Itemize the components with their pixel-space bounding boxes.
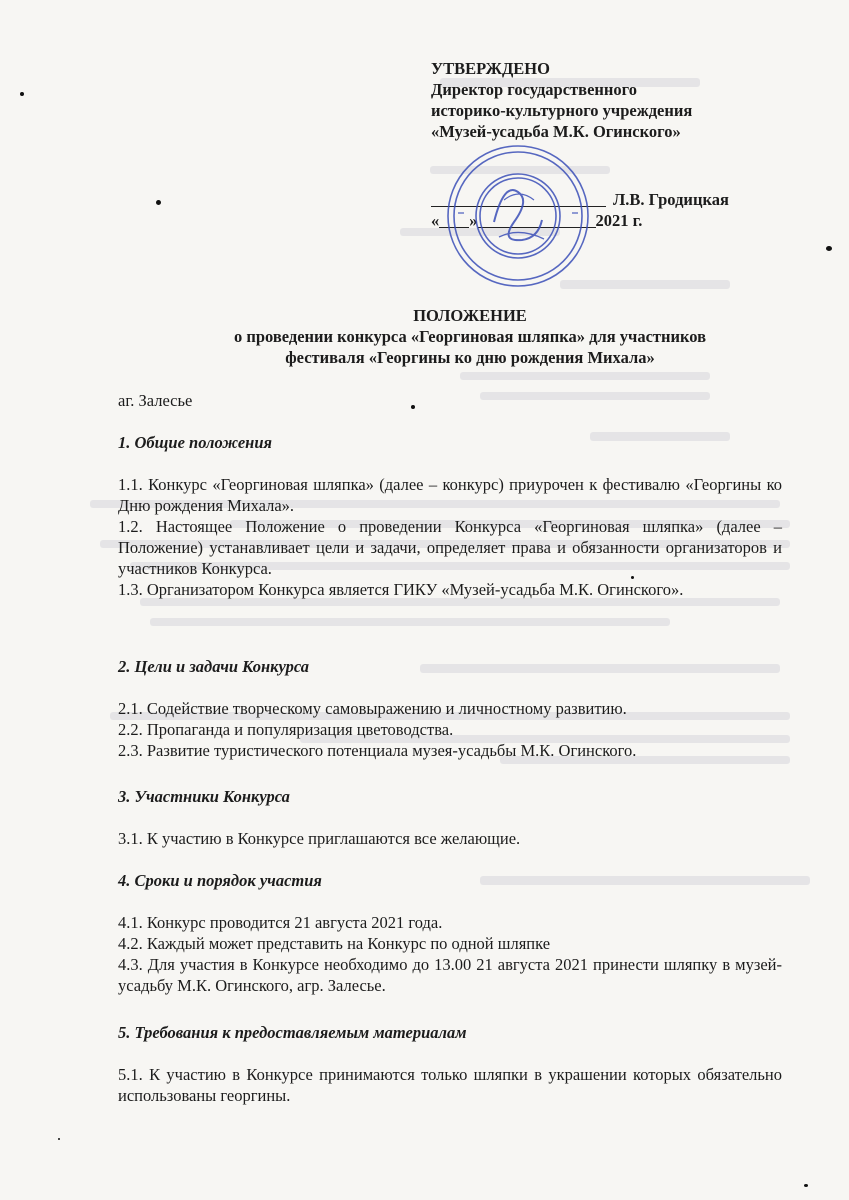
section-1-heading: 1. Общие положения bbox=[118, 433, 272, 452]
signatory-name: Л.В. Гродицкая bbox=[613, 190, 729, 209]
document-subtitle-line-2: фестиваля «Георгины ко дню рождения Михала» bbox=[285, 348, 655, 367]
official-stamp bbox=[444, 142, 592, 290]
section-5-heading: 5. Требования к предоставляемым материалам bbox=[118, 1023, 467, 1042]
approval-position: Директор государственного bbox=[431, 80, 637, 99]
scan-speck bbox=[826, 246, 832, 251]
section-3-item-1: 3.1. К участию в Конкурсе приглашаются все желающие. bbox=[118, 829, 521, 848]
section-2-body bbox=[118, 698, 782, 761]
section-2-item-2: 2.2. Пропаганда и популяризация цветоводства. bbox=[118, 720, 454, 739]
section-4-heading: 4. Сроки и порядок участия bbox=[118, 871, 322, 890]
section-1-body bbox=[118, 474, 782, 600]
scan-speck bbox=[631, 576, 634, 579]
approval-museum: «Музей-усадьба М.К. Огинского» bbox=[431, 122, 681, 141]
section-3-body bbox=[118, 828, 782, 849]
document-subtitle-line-1: о проведении конкурса «Георгиновая шляпка» для участников bbox=[233, 327, 707, 346]
approval-block bbox=[431, 58, 771, 142]
section-4-item-2: 4.2. Каждый может представить на Конкурс по одной шляпке bbox=[118, 934, 551, 953]
section-1-item-3: 1.3. Организатором Конкурса является ГИКУ «Музей-усадьба М.К. Огинского». bbox=[118, 580, 684, 599]
section-2-item-3: 2.3. Развитие туристического потенциала музея-усадьбы М.К. Огинского. bbox=[118, 741, 637, 760]
section-3-heading: 3. Участники Конкурса bbox=[118, 787, 290, 806]
date-year: 2021 г. bbox=[595, 211, 643, 230]
section-4-item-1: 4.1. Конкурс проводится 21 августа 2021 года. bbox=[118, 913, 443, 932]
section-4-body bbox=[118, 912, 782, 996]
date-quote-open: « bbox=[431, 211, 440, 230]
section-1-item-2: 1.2. Настоящее Положение о проведении Конкурса «Георгиновая шляпка» (далее – Положение) устанавливает цели и задачи, определяет права и обязанности организаторов и участников Конкурса. bbox=[118, 517, 782, 578]
section-1-item-1: 1.1. Конкурс «Георгиновая шляпка» (далее – конкурс) приурочен к фестивалю «Георгины ко Дню рождения Михала». bbox=[118, 475, 782, 515]
date-quote-close: » bbox=[469, 211, 478, 230]
place-label: аг. Залесье bbox=[118, 391, 193, 410]
scan-speck bbox=[58, 1138, 60, 1140]
scan-speck bbox=[156, 200, 161, 205]
scan-speck bbox=[804, 1184, 808, 1187]
section-5-body bbox=[118, 1064, 782, 1106]
section-2-item-1: 2.1. Содействие творческому самовыражению и личностному развитию. bbox=[118, 699, 627, 718]
document-title: ПОЛОЖЕНИЕ bbox=[413, 306, 527, 325]
section-4-item-3: 4.3. Для участия в Конкурсе необходимо до 13.00 21 августа 2021 принести шляпку в музей-усадьбу М.К. Огинского, агр. Залесье. bbox=[118, 955, 782, 995]
scan-speck bbox=[411, 405, 415, 409]
section-2-heading: 2. Цели и задачи Конкурса bbox=[118, 657, 310, 676]
approval-label: УТВЕРЖДЕНО bbox=[431, 59, 550, 78]
approval-organization: историко-культурного учреждения bbox=[431, 101, 693, 120]
scan-speck bbox=[20, 92, 24, 96]
section-5-item-1: 5.1. К участию в Конкурсе принимаются только шляпки в украшении которых обязательно использованы георгины. bbox=[118, 1065, 782, 1105]
